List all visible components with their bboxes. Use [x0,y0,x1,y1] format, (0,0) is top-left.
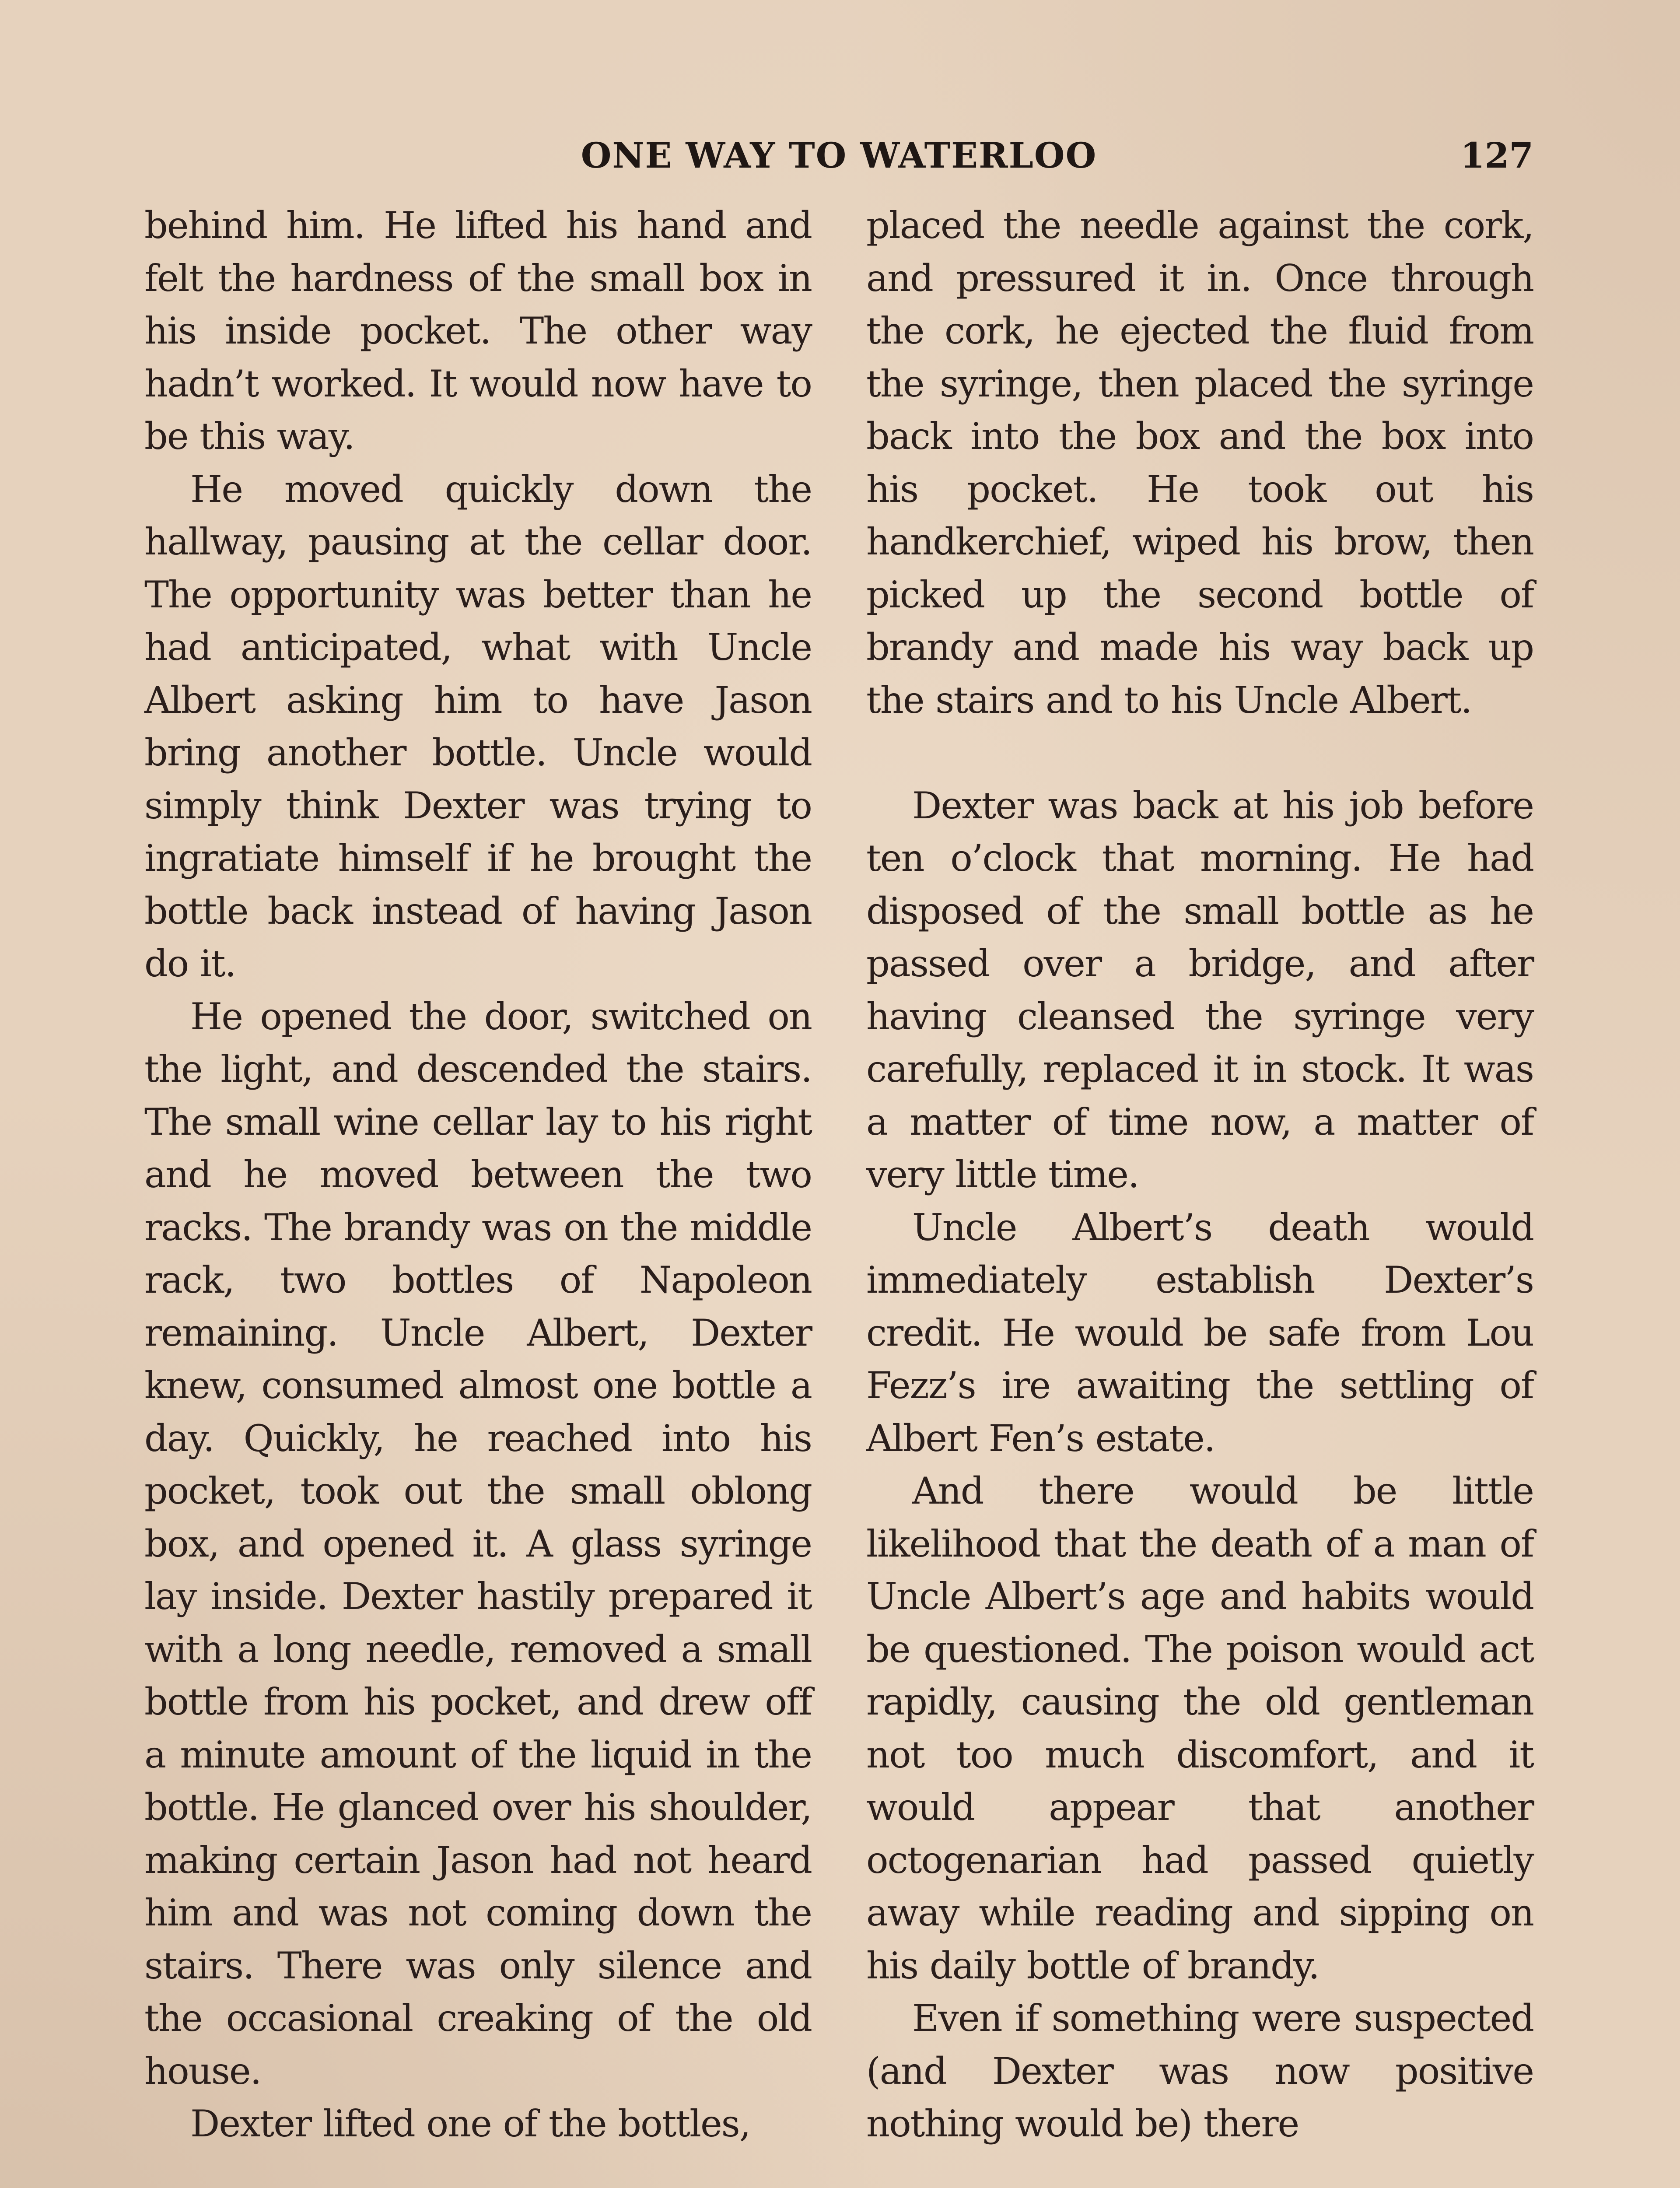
paragraph: Even if something were suspected (and Dexter was now positive nothing would be) there [866,1997,1533,2145]
right-column [866,199,1533,2150]
running-head [144,131,1533,179]
paragraph: He opened the door, switched on the light, and descended the stairs. The small wine cellar lay to his right and he moved between the two racks. The brandy was on the middle rack, two bottles of Napoleon remaining. Uncle Albert, Dexter knew, consumed almost one bottle a day. Quickly, he reached into his pocket, took out the small oblong box, and opened it. A glass syringe lay inside. Dexter hastily prepared it with a long needle, removed a small bottle from his pocket, and drew off a minute amount of the liquid in the bottle. He glanced over his shoulder, making certain Jason had not heard him and was not coming down the stairs. There was only silence and the occasional creaking of the old house. [144,995,812,2093]
paragraph: Dexter was back at his job before ten o’clock that morning. He had disposed of the small bottle as he passed over a bridge, and after having cleansed the syringe very carefully, replaced it in stock. It was a matter of time now, a matter of very little time. [866,784,1533,1196]
paragraph: behind him. He lifted his hand and felt the hardness of the small box in his inside pocket. The other way hadn’t worked. It would now have to be this way. [144,204,812,458]
page-number: 127 [1460,135,1533,176]
paragraph: Uncle Albert’s death would immediately establish Dexter’s credit. He would be safe from Lou Fezz’s ire awaiting the settling of Albert Fen’s estate. [866,1206,1533,1460]
running-title: ONE WAY TO WATERLOO [581,135,1097,176]
paragraph: And there would be little likelihood that the death of a man of Uncle Albert’s age and habits would be questioned. The poison would act rapidly, causing the old gentleman not too much discomfort, and it would appear that another octogenarian had passed quietly away while reading and sipping on his daily bottle of brandy. [866,1469,1533,1987]
paragraph: Dexter lifted one of the bottles, [190,2102,750,2145]
paragraph: He moved quickly down the hallway, pausing at the cellar door. The opportunity was better than he had anticipated, what with Uncle Albert asking him to have Jason bring another bottle. Uncle would simply think Dexter was trying to ingratiate himself if he brought the bottle back instead of having Jason do it. [144,467,812,985]
paragraph: placed the needle against the cork, and pressured it in. Once through the cork, he ejected the fluid from the syringe, then placed the syringe back into the box and the box into his pocket. He took out his handkerchief, wiped his brow, then picked up the second bottle of brandy and made his way back up the stairs and to his Uncle Albert. [866,204,1533,722]
left-column [144,199,812,2150]
